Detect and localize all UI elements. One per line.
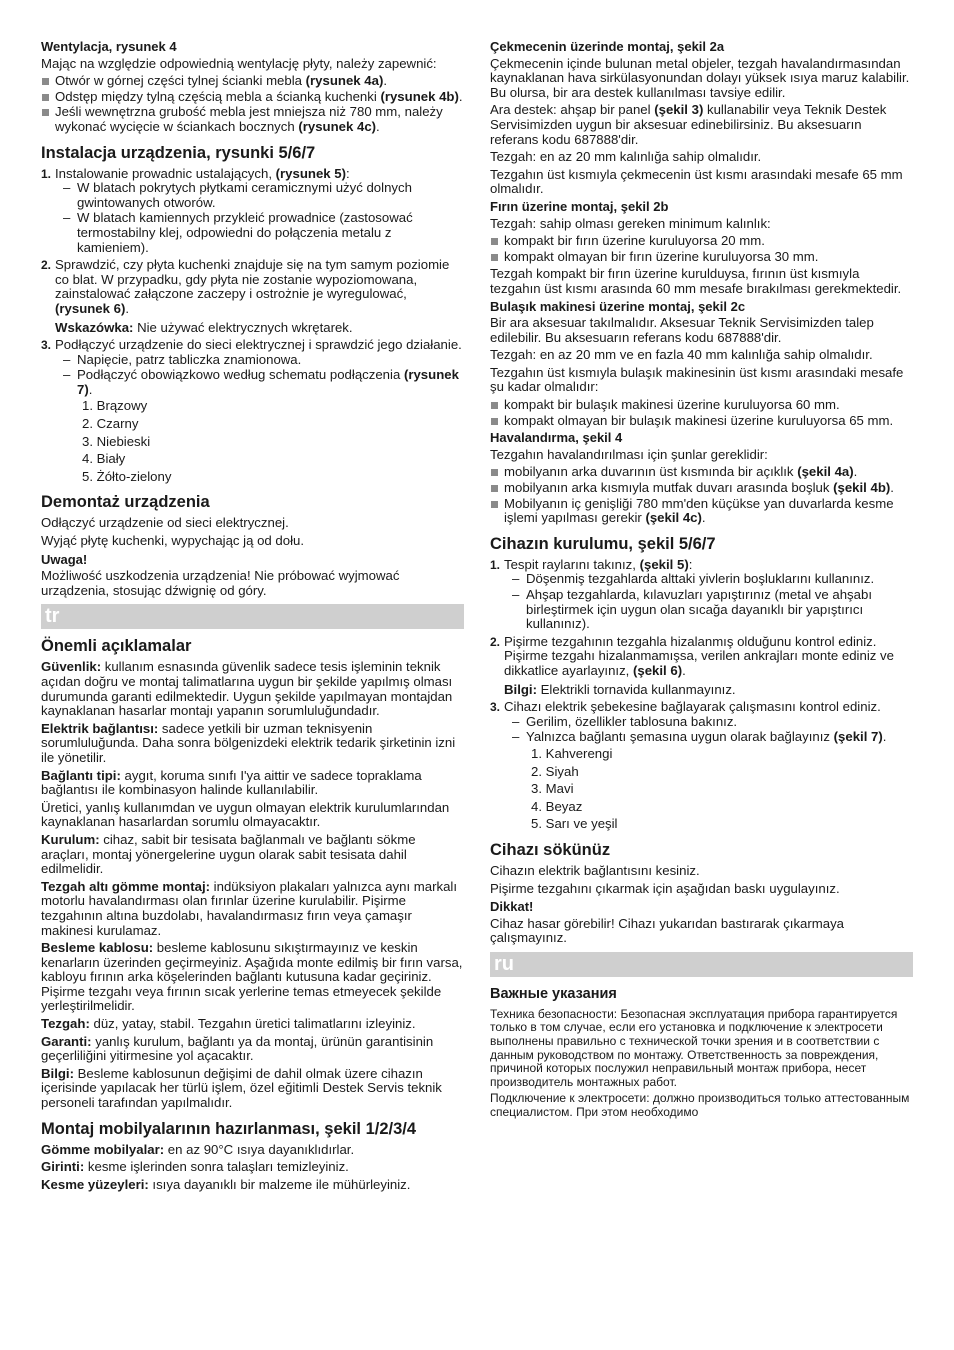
- bullet-list: [490, 398, 913, 428]
- dash-list: [55, 353, 464, 398]
- heading-montaj-mobilya: Montaj mobilyalarının hazırlanması, şekil 1/2/3/4: [41, 1119, 417, 1138]
- list-item: Otwór w górnej części tylnej ścianki mebla (rysunek 4a).: [41, 74, 464, 89]
- bullet-list: [490, 465, 913, 525]
- wire-color-item: 3. Niebieski: [82, 433, 151, 449]
- dash-item: – Yalnızca bağlantı şemasına uygun olarak bağlayınız (şekil 7).: [512, 730, 913, 745]
- wire-color-item: 2. Siyah: [531, 763, 579, 779]
- heading-onemli: Önemli açıklamalar: [41, 637, 192, 656]
- list-item: kompakt olmayan bir bulaşık makinesi üzerine kuruluyorsa 65 mm.: [490, 414, 913, 429]
- list-item: Jeśli wewnętrzna grubość mebla jest mniejsza niż 780 mm, należy wykonać wycięcie w ściankach bocznych (rysunek 4c).: [41, 105, 464, 134]
- wire-color-item: 1. Brązowy: [82, 398, 148, 414]
- step-item: 1. Instalowanie prowadnic ustalających, (rysunek 5): – W blatach pokrytych płytkami ceramicznymi użyć dolnych gwintowanych otworów. – W blatach kamiennych przykleić prowadnice (zastosować termostabilny klej, odpowiedni do połączenia metalu z kamieniem).: [41, 167, 464, 256]
- step-item: 3. Cihazı elektrik şebekesine bağlayarak çalışmasını kontrol ediniz. – Gerilim, özellikler tablosuna bakınız. – Yalnızca bağlantı şemasına uygun olarak bağlayınız (şekil 7). 1. Kahverengi 2. Siyah 3. Mavi 4. Beyaz 5. Sarı ve yeşil: [490, 700, 913, 832]
- paragraph: Elektrik bağlantısı: sadece yetkili bir uzman teknisyenin sorumluluğunda. Daha sonra bölgenizdeki elektrik tedarik şirketinin izni ile yönetilir.: [41, 720, 456, 765]
- paragraph: Подключение к электросети: должно производиться только аттестованным специалистом. При этом необходимо: [490, 1091, 910, 1120]
- wire-color-item: 4. Biały: [82, 451, 126, 467]
- left-column: [41, 40, 464, 1195]
- dash-item: – Gerilim, özellikler tablosuna bakınız.: [512, 715, 913, 730]
- heading-bulasik: Bulaşık makinesi üzerine montaj, şekil 2c: [490, 298, 746, 314]
- section-montaj-mobilya: [41, 1120, 464, 1193]
- step-number: 1.: [490, 557, 501, 572]
- paragraph: Kurulum: cihaz, sabit bir tesisata bağlanmalı ve bağlantı sökme araçları, montaj yönergelerine uygun olarak sabit tesisata dahil edilmelidir.: [41, 831, 416, 877]
- heading-instalacja: Instalacja urządzenia, rysunki 5/6/7: [41, 143, 316, 162]
- heading-wentylacja: Wentylacja, rysunek 4: [41, 39, 177, 54]
- step-number: 2.: [41, 258, 52, 273]
- section-bulasik: [490, 300, 913, 429]
- paragraph: Bağlantı tipi: aygıt, koruma sınıfı I'ya aittir ve sadece topraklama bağlantısı ile kombinasyon halinde kullanılabilir.: [41, 767, 422, 798]
- paragraph: Tezgahın havalandırılması için şunlar gereklidir:: [490, 446, 768, 462]
- dash-item: – Ahşap tezgahlarda, kılavuzları yapıştırınız (metal ve ahşabı birleştirmek için uygun olan sıcağa dayanıklı bir yapıştırıcı kullanınız).: [512, 588, 913, 632]
- paragraph: Mając na względzie odpowiednią wentylację płyty, należy zapewnić:: [41, 55, 437, 71]
- section-wentylacja: [41, 40, 464, 135]
- step-item: 1. Tespit raylarını takınız, (şekil 5): – Döşenmiş tezgahlarda alttaki yivlerin boşluklarını kullanınız. – Ahşap tezgahlarda, kılavuzları yapıştırınız (metal ve ahşabı birleştirmek için uygun olan sıcağa dayanıklı bir yapıştırıcı kullanınız).: [490, 558, 913, 632]
- section-firin: [490, 200, 913, 297]
- paragraph: Tezgah altı gömme montaj: indüksiyon plakaları yalnızca aynı markalı motorlu havalandırması olan fırınlar üzerine kurulabilir. Pişirme tezgahının altına buzdolabı, havalandırmasız fırın veya çamaşır makinesi kurulamaz.: [41, 878, 458, 938]
- wire-color-item: 4. Beyaz: [531, 798, 583, 814]
- dash-item: – Podłączyć obowiązkowo według schematu podłączenia (rysunek 7).: [63, 368, 464, 397]
- wire-color-item: 5. Sarı ve yeşil: [531, 816, 618, 832]
- paragraph: Bilgi: Besleme kablosunun değişimi de dahil olmak üzere cihazın içerisinde yapılacak her türlü işlem, özel eğitimli Destek Servis teknik personeli tarafından yapılmalıdır.: [41, 1065, 442, 1111]
- step-item: 2. Sprawdzić, czy płyta kuchenki znajduje się na tym samym poziomie co blat. W przypadku, gdy płyta nie zostanie wypoziomowana, zainstalować załączone zaczepy i ostrożnie je wyregulować, (rysunek 6). Wskazówka: Nie używać elektrycznych wkrętarek.: [41, 258, 464, 335]
- paragraph: Cihaz hasar görebilir! Cihazı yukarıdan bastırarak çıkarmaya çalışmayınız.: [490, 915, 845, 946]
- paragraph: Tezgah kompakt bir fırın üzerine kurulduysa, fırının üst kısmıyla tezgahın üst kısmı arasında 60 mm mesafe bırakılması gerekmektedir.: [490, 266, 902, 296]
- bullet-list: [490, 234, 913, 264]
- paragraph: Gömme mobilyalar: en az 90°C ısıya dayanıklıdırlar.: [41, 1141, 355, 1157]
- section-onemli: [41, 637, 464, 1110]
- heading-vazhnye: Важные указания: [490, 985, 617, 1002]
- paragraph: Garanti: yanlış kurulum, bağlantı ya da montaj, ürünün garantisinin geçerliliğini yitirmesine yol açacaktır.: [41, 1033, 434, 1064]
- dash-list: [504, 572, 913, 631]
- wire-color-item: 3. Mavi: [531, 781, 574, 797]
- paragraph: Cihazın elektrik bağlantısını kesiniz.: [490, 862, 700, 878]
- step-item: 3. Podłączyć urządzenie do sieci elektrycznej i sprawdzić jego działanie. – Napięcie, patrz tabliczka znamionowa. – Podłączyć obowiązkowo według schematu podłączenia (rysunek 7). 1. Brązowy 2. Czarny 3. Niebieski 4. Biały 5. Żółto-zielony: [41, 338, 464, 484]
- list-item: kompakt bir bulaşık makinesi üzerine kuruluyorsa 60 mm.: [490, 398, 913, 413]
- paragraph: Tezgah: en az 20 mm ve en fazla 40 mm kalınlığa sahip olmalıdır.: [490, 347, 873, 363]
- note: Wskazówka: Nie używać elektrycznych wkrętarek.: [55, 319, 353, 335]
- list-item: Odstęp między tylną częścią mebla a ścianką kuchenki (rysunek 4b).: [41, 90, 464, 105]
- paragraph: Ara destek: ahşap bir panel (şekil 3) kullanabilir veya Teknik Destek Servisimizden uygun bir aksesuar edinebilirsiniz. Bu aksesuarın referans kodu 687888'dir.: [490, 102, 887, 147]
- paragraph: Kesme yüzeyleri: ısıya dayanıklı bir malzeme ile mühürleyiniz.: [41, 1176, 411, 1192]
- heading-sokum: Cihazı sökünüz: [490, 840, 611, 859]
- paragraph: Besleme kablosu: besleme kablosunu sıkıştırmayınız ve keskin kenarların üzerinden geçirmeyiniz. Aşağıda monte edilmiş bir fırın varsa, kabloyu fırının arka köşelerinden bağlantı kutusuna kadar geçiriniz. Pişirme tezgahı veya fırının sıcak yerlerine temas etmeyecek şekilde yerleştirilmelidir.: [41, 940, 463, 1014]
- bullet-list: [41, 74, 464, 134]
- paragraph: Tezgahın üst kısmıyla çekmecenin üst kısmı arasındaki mesafe 65 mm olmalıdır.: [490, 166, 903, 197]
- paragraph: Техника безопасности: Безопасная эксплуатация прибора гарантируется только в том случае, если его установка и подключение к электросети выполнены правильно с технической точки зрения и в соответствии с данным руководством по монтажу. Ответственность за повреждения, причиной которых послужил неправильный монтаж прибора, несет производитель монтажных работ.: [490, 1006, 898, 1089]
- paragraph: Tezgah: en az 20 mm kalınlığa sahip olmalıdır.: [490, 149, 762, 165]
- step-number: 1.: [41, 166, 52, 181]
- section-sokum: [490, 841, 913, 946]
- heading-uwaga: Uwaga!: [41, 551, 88, 567]
- right-column: [490, 40, 913, 1123]
- wire-color-item: 5. Żółto-zielony: [82, 468, 172, 484]
- list-item: kompakt bir fırın üzerine kuruluyorsa 20 mm.: [490, 234, 913, 249]
- paragraph: Pişirme tezgahını çıkarmak için aşağıdan baskı uygulayınız.: [490, 880, 840, 896]
- wire-color-item: 2. Czarny: [82, 416, 139, 432]
- step-number: 3.: [490, 700, 501, 715]
- steps-list: [490, 558, 913, 832]
- paragraph: Możliwość uszkodzenia urządzenia! Nie próbować wyjmować urządzenia, stosując dźwignię od góry.: [41, 568, 400, 598]
- dash-list: [504, 715, 913, 745]
- paragraph: Tezgah: sahip olması gereken minimum kalınlık:: [490, 215, 771, 231]
- heading-dikkat: Dikkat!: [490, 899, 534, 915]
- paragraph: Güvenlik: kullanım esnasında güvenlik sadece tesis işleminin teknik açıdan doğru ve montaj talimatlarına uygun bir şekilde yapılmış olması durumunda garanti edilmektedir. Uygun şekilde yapılmayan montajdan kaynaklanan hasarlar montajı yapanın sorumluluğundadır.: [41, 659, 453, 719]
- step-number: 2.: [490, 634, 501, 649]
- section-instalacja: [41, 144, 464, 485]
- steps-list: [41, 167, 464, 485]
- step-item: 2. Pişirme tezgahının tezgahla hizalanmış olduğunu kontrol ediniz. Pişirme tezgahı hizalanmamışsa, verilen ankrajları monte ediniz ve dikkatlice ayarlayınız, (şekil 6). Bilgi: Elektrikli tornavida kullanmayınız.: [490, 635, 913, 697]
- paragraph: Wyjąć płytę kuchenki, wypychając ją od dołu.: [41, 533, 305, 549]
- paragraph: Üretici, yanlış kullanımdan ve uygun olmayan elektrik kurulumlarından kaynaklanan hasarlardan sorumlu olmayacaktır.: [41, 799, 450, 830]
- paragraph: Tezgahın üst kısmıyla bulaşık makinesinin üst kısmı arasındaki mesafe şu kadar olmalıdır:: [490, 364, 904, 395]
- heading-cekmece: Çekmecenin üzerinde montaj, şekil 2a: [490, 39, 725, 54]
- language-bar-ru: ru: [490, 952, 913, 977]
- list-item: mobilyanın arka kısmıyla mutfak duvarı arasında boşluk (şekil 4b).: [490, 481, 913, 496]
- list-item: mobilyanın arka duvarının üst kısmında bir açıklık (şekil 4a).: [490, 465, 913, 480]
- paragraph: Tezgah: düz, yatay, stabil. Tezgahın üretici talimatlarını izleyiniz.: [41, 1016, 416, 1032]
- dash-item: – W blatach kamiennych przykleić prowadnice (zastosować termostabilny klej, odpowiedni do połączenia metalu z kamieniem).: [63, 211, 464, 255]
- dash-list: [55, 181, 464, 255]
- heading-firin: Fırın üzerine montaj, şekil 2b: [490, 198, 669, 214]
- paragraph: Bir ara aksesuar takılmalıdır. Aksesuar Teknik Servisimizden talep edilebilir. Bu aksesuarın referans kodu 687888'dir.: [490, 315, 874, 345]
- section-kurulum: [490, 535, 913, 832]
- wire-colors-list: [55, 399, 464, 484]
- step-number: 3.: [41, 338, 52, 353]
- section-cekmece: [490, 40, 913, 197]
- language-bar-tr: tr: [41, 604, 464, 629]
- heading-kurulum: Cihazın kurulumu, şekil 5/6/7: [490, 534, 716, 553]
- wire-colors-list: [504, 747, 913, 832]
- heading-havalandirma: Havalandırma, şekil 4: [490, 430, 623, 446]
- dash-item: – Döşenmiş tezgahlarda alttaki yivlerin boşluklarını kullanınız.: [512, 572, 913, 587]
- note: Bilgi: Elektrikli tornavida kullanmayınız.: [504, 681, 736, 697]
- list-item: kompakt olmayan bir fırın üzerine kuruluyorsa 30 mm.: [490, 250, 913, 265]
- section-vazhnye: [490, 985, 913, 1120]
- dash-item: – W blatach pokrytych płytkami ceramicznymi użyć dolnych gwintowanych otworów.: [63, 181, 464, 210]
- heading-demontaz: Demontaż urządzenia: [41, 493, 210, 512]
- paragraph: Odłączyć urządzenie od sieci elektrycznej.: [41, 515, 289, 531]
- list-item: Mobilyanın iç genişliği 780 mm'den küçükse yan duvarlarda kesme işlemi yapılması gerekir (şekil 4c).: [490, 497, 913, 526]
- section-demontaz: [41, 493, 464, 598]
- wire-color-item: 1. Kahverengi: [531, 745, 613, 761]
- dash-item: – Napięcie, patrz tabliczka znamionowa.: [63, 353, 464, 368]
- paragraph: Girinti: kesme işlerinden sonra talaşları temizleyiniz.: [41, 1159, 349, 1175]
- paragraph: Çekmecenin içinde bulunan metal objeler, tezgah havalandırmasından kaynaklanan hava sirkülasyonundan dolayı yüksek ısıya maruz kalabilir. Bu olursa, bir ara destek kullanılması tavsiye edilir.: [490, 55, 910, 100]
- section-havalandirma: [490, 431, 913, 526]
